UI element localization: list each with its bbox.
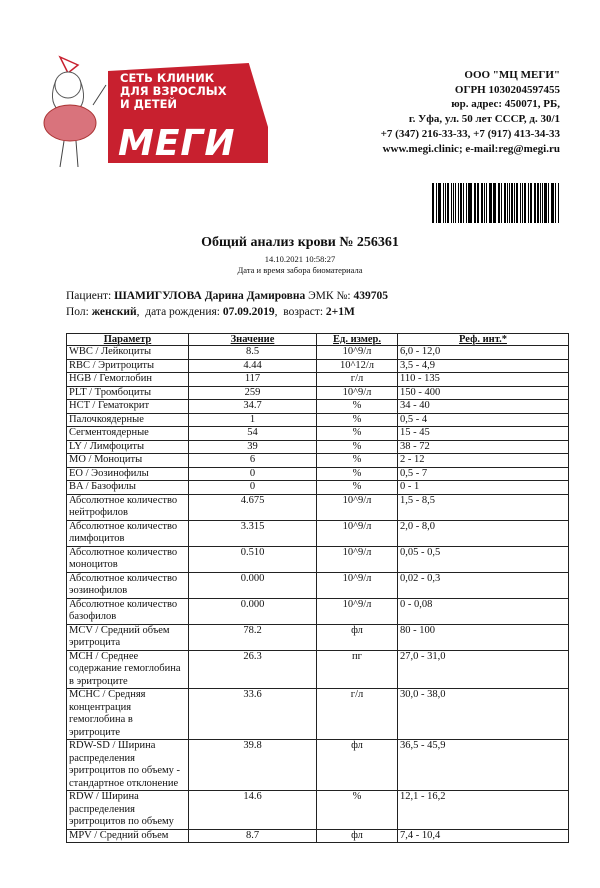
parameter-cell: Сегментоядерные [67, 427, 189, 441]
table-row [67, 481, 569, 495]
emk-number: 439705 [353, 290, 388, 302]
reference-cell: 110 - 135 [398, 373, 569, 387]
reference-cell: 38 - 72 [398, 440, 569, 454]
unit-cell: % [317, 400, 398, 414]
value-cell: 0.510 [189, 546, 317, 572]
table-row [67, 650, 569, 689]
header-value: Значение [189, 334, 317, 346]
unit-cell: % [317, 454, 398, 468]
table-row [67, 386, 569, 400]
reference-cell: 12,1 - 16,2 [398, 791, 569, 830]
reference-cell: 2 - 12 [398, 454, 569, 468]
barcode-bar [499, 183, 500, 223]
barcode-bar [501, 183, 502, 223]
sex-label: Пол: [66, 306, 89, 318]
sample-datetime: 14.10.2021 10:58:27 [264, 254, 336, 264]
table-row [67, 572, 569, 598]
org-name: ООО "МЦ МЕГИ" [464, 69, 560, 81]
sex-value: женский [91, 306, 137, 318]
barcode-bar [528, 183, 529, 223]
barcode-bar [458, 183, 460, 223]
patient-line [66, 290, 388, 302]
barcode-bar [460, 183, 462, 223]
value-cell: 6 [189, 454, 317, 468]
value-cell: 54 [189, 427, 317, 441]
organization-details [381, 68, 560, 156]
org-phones: +7 (347) 216-33-33, +7 (917) 413-34-33 [380, 127, 560, 140]
barcode-bar [478, 183, 479, 223]
unit-cell: % [317, 427, 398, 441]
age-value: 2+1М [325, 306, 355, 318]
barcode-bar [516, 183, 519, 223]
parameter-cell: MCV / Средний объем эритроцита [67, 624, 189, 650]
table-row [67, 624, 569, 650]
table-row [67, 829, 569, 843]
parameter-cell: Палочкоядерные [67, 413, 189, 427]
barcode-bar [530, 183, 531, 223]
barcode-bar [436, 183, 437, 223]
reference-cell: 34 - 40 [398, 400, 569, 414]
unit-cell: 10^12/л [317, 359, 398, 373]
org-ogrn: ОГРН 1030204597455 [454, 83, 560, 96]
parameter-cell: RBC / Эритроциты [67, 359, 189, 373]
reference-cell: 36,5 - 45,9 [398, 740, 569, 791]
parameter-cell: WBC / Лейкоциты [67, 346, 189, 360]
dob-label: дата рождения: [145, 306, 220, 318]
value-cell: 0 [189, 467, 317, 481]
header-unit: Ед. измер. [317, 334, 398, 346]
table-row [67, 546, 569, 572]
barcode-bar [542, 183, 543, 223]
value-cell: 3.315 [189, 520, 317, 546]
reference-cell: 15 - 45 [398, 427, 569, 441]
barcode-bar [451, 183, 452, 223]
logo-line-1: СЕТЬ КЛИНИК [120, 71, 215, 85]
table-row [67, 494, 569, 520]
barcode-bar [468, 183, 469, 223]
reference-cell: 7,4 - 10,4 [398, 829, 569, 843]
reference-cell: 150 - 400 [398, 386, 569, 400]
unit-cell: 10^9/л [317, 546, 398, 572]
header-parameter: Параметр [67, 334, 189, 346]
table-row [67, 373, 569, 387]
barcode-bar [537, 183, 539, 223]
table-row [67, 400, 569, 414]
value-cell: 34.7 [189, 400, 317, 414]
barcode-bar [520, 183, 521, 223]
parameter-cell: MPV / Средний объем [67, 829, 189, 843]
patient-label: Пациент: [66, 290, 112, 302]
unit-cell: % [317, 467, 398, 481]
barcode-bar [552, 183, 554, 223]
parameter-cell: MO / Моноциты [67, 454, 189, 468]
barcode-bar [522, 183, 523, 223]
parameter-cell: Абсолютное количество базофилов [67, 598, 189, 624]
barcode-bar [486, 183, 487, 223]
table-row [67, 413, 569, 427]
parameter-cell: LY / Лимфоциты [67, 440, 189, 454]
org-address-1: юр. адрес: 450071, РБ, [451, 98, 560, 111]
reference-cell: 1,5 - 8,5 [398, 494, 569, 520]
value-cell: 33.6 [189, 689, 317, 740]
barcode-bar [498, 183, 499, 223]
value-cell: 4.44 [189, 359, 317, 373]
value-cell: 0 [189, 481, 317, 495]
parameter-cell: Абсолютное количество лимфоцитов [67, 520, 189, 546]
barcode-bar [544, 183, 547, 223]
age-label: возраст: [283, 306, 324, 318]
unit-cell: фл [317, 829, 398, 843]
value-cell: 0.000 [189, 572, 317, 598]
table-row [67, 346, 569, 360]
parameter-cell: Абсолютное количество моноцитов [67, 546, 189, 572]
unit-cell: 10^9/л [317, 572, 398, 598]
unit-cell: % [317, 481, 398, 495]
unit-cell: % [317, 440, 398, 454]
unit-cell: фл [317, 740, 398, 791]
table-row [67, 520, 569, 546]
clinic-logo [38, 55, 278, 170]
value-cell: 14.6 [189, 791, 317, 830]
reference-cell: 0 - 1 [398, 481, 569, 495]
barcode-bar [493, 183, 496, 223]
parameter-cell: EO / Эозинофилы [67, 467, 189, 481]
barcode-bar [481, 183, 483, 223]
unit-cell: 10^9/л [317, 494, 398, 520]
unit-cell: фл [317, 624, 398, 650]
barcode [432, 183, 560, 223]
barcode-bar [548, 183, 549, 223]
barcode-bar [558, 183, 559, 223]
unit-cell: пг [317, 650, 398, 689]
unit-cell: г/л [317, 373, 398, 387]
table-row [67, 598, 569, 624]
parameter-cell: Абсолютное количество нейтрофилов [67, 494, 189, 520]
reference-cell: 0,5 - 4 [398, 413, 569, 427]
value-cell: 39 [189, 440, 317, 454]
unit-cell: 10^9/л [317, 386, 398, 400]
barcode-bar [489, 183, 490, 223]
value-cell: 4.675 [189, 494, 317, 520]
parameter-cell: Абсолютное количество эозинофилов [67, 572, 189, 598]
value-cell: 1 [189, 413, 317, 427]
reference-cell: 2,0 - 8,0 [398, 520, 569, 546]
barcode-bar [432, 183, 434, 223]
value-cell: 8.5 [189, 346, 317, 360]
table-row [67, 427, 569, 441]
table-row [67, 440, 569, 454]
table-row [67, 454, 569, 468]
barcode-bar [466, 183, 467, 223]
barcode-bar [443, 183, 444, 223]
table-row [67, 359, 569, 373]
value-cell: 117 [189, 373, 317, 387]
barcode-bar [534, 183, 536, 223]
barcode-bar [490, 183, 492, 223]
document-title: Общий анализ крови № 256361 [201, 235, 399, 250]
unit-cell: 10^9/л [317, 346, 398, 360]
table-row [67, 740, 569, 791]
barcode-bar [453, 183, 454, 223]
barcode-bar [507, 183, 508, 223]
logo-line-2: ДЛЯ ВЗРОСЛЫХ [120, 84, 227, 98]
header-reference: Реф. инт.* [398, 334, 569, 346]
reference-cell: 0,5 - 7 [398, 467, 569, 481]
unit-cell: 10^9/л [317, 598, 398, 624]
barcode-bar [455, 183, 456, 223]
barcode-bar [524, 183, 526, 223]
dob-value: 07.09.2019 [222, 306, 275, 318]
barcode-bar [540, 183, 541, 223]
barcode-bar [438, 183, 439, 223]
barcode-bar [504, 183, 506, 223]
sample-datetime-label: Дата и время забора биоматериала [237, 265, 363, 275]
parameter-cell: HGB / Гемоглобин [67, 373, 189, 387]
reference-cell: 80 - 100 [398, 624, 569, 650]
org-contacts: www.megi.clinic; e-mail:reg@megi.ru [382, 142, 560, 155]
value-cell: 39.8 [189, 740, 317, 791]
reference-cell: 30,0 - 38,0 [398, 689, 569, 740]
barcode-bar [511, 183, 513, 223]
reference-cell: 0,05 - 0,5 [398, 546, 569, 572]
unit-cell: 10^9/л [317, 520, 398, 546]
barcode-bar [531, 183, 532, 223]
barcode-bar [463, 183, 464, 223]
unit-cell: % [317, 413, 398, 427]
results-table [66, 333, 569, 843]
patient-details-line: Пол: женский, дата рождения: 07.09.2019, возраст: 2+1М [66, 306, 355, 318]
logo-line-3: И ДЕТЕЙ [120, 97, 178, 111]
barcode-bar [551, 183, 552, 223]
reference-cell: 27,0 - 31,0 [398, 650, 569, 689]
table-row [67, 791, 569, 830]
table-row [67, 467, 569, 481]
barcode-bar [469, 183, 472, 223]
parameter-cell: HCT / Гематокрит [67, 400, 189, 414]
parameter-cell: BA / Базофилы [67, 481, 189, 495]
barcode-bar [555, 183, 556, 223]
barcode-bar [484, 183, 485, 223]
barcode-bar [474, 183, 476, 223]
emk-label: ЭМК №: [308, 290, 351, 302]
reference-cell: 0 - 0,08 [398, 598, 569, 624]
parameter-cell: RDW / Ширина распределения эритроцитов по объему [67, 791, 189, 830]
table-row [67, 689, 569, 740]
barcode-bar [477, 183, 478, 223]
org-address-2: г. Уфа, ул. 50 лет СССР, д. 30/1 [408, 113, 560, 126]
logo-brand: МЕГИ [118, 123, 236, 164]
unit-cell: % [317, 791, 398, 830]
unit-cell: г/л [317, 689, 398, 740]
value-cell: 26.3 [189, 650, 317, 689]
parameter-cell: PLT / Тромбоциты [67, 386, 189, 400]
barcode-bar [514, 183, 515, 223]
barcode-bar [509, 183, 510, 223]
barcode-bar [447, 183, 450, 223]
parameter-cell: MCHC / Средняя концентрация гемоглобина в эритроците [67, 689, 189, 740]
barcode-bar [439, 183, 441, 223]
girl-mascot-icon [38, 55, 113, 170]
reference-cell: 0,02 - 0,3 [398, 572, 569, 598]
parameter-cell: RDW-SD / Ширина распределения эритроцитов по объему - стандартное отклонение [67, 740, 189, 791]
reference-cell: 6,0 - 12,0 [398, 346, 569, 360]
parameter-cell: MCH / Среднее содержание гемоглобина в эритроците [67, 650, 189, 689]
value-cell: 259 [189, 386, 317, 400]
value-cell: 78.2 [189, 624, 317, 650]
value-cell: 8.7 [189, 829, 317, 843]
reference-cell: 3,5 - 4,9 [398, 359, 569, 373]
barcode-bar [445, 183, 446, 223]
value-cell: 0.000 [189, 598, 317, 624]
patient-name: ШАМИГУЛОВА Дарина Дамировна [114, 290, 306, 302]
